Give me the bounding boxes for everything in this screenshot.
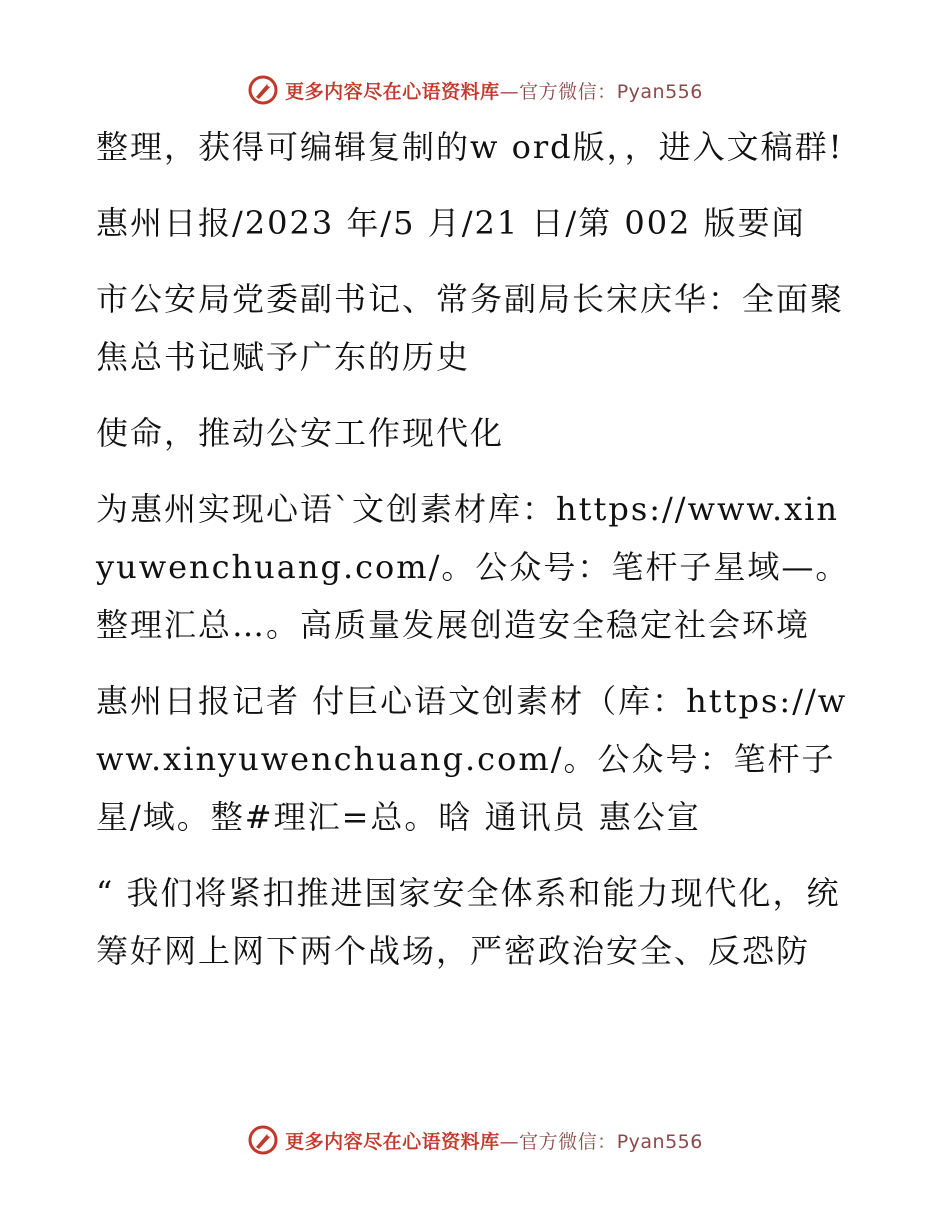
paragraph-2: 惠州日报/2023 年/5 月/21 日/第 002 版要闻	[96, 204, 806, 242]
banner-wechat-id: Pyan556	[616, 80, 703, 103]
pen-seal-logo-icon	[247, 74, 279, 106]
footer-banner	[0, 1120, 950, 1160]
pen-seal-logo-icon	[247, 1124, 279, 1156]
paragraph-1: 整理，获得可编辑复制的w ord版，，进入文稿群!	[96, 128, 844, 166]
banner-dash: —	[499, 1130, 520, 1153]
banner-wechat-label: 官方微信：	[519, 80, 617, 103]
paragraph-4: 使命，推动公安工作现代化	[96, 414, 505, 452]
paragraph-3: 市公安局党委副书记、常务副局长宋庆华：全面聚焦总书记赋予广东的历史	[96, 280, 845, 376]
document-body	[96, 118, 856, 998]
banner-wechat-label: 官方微信：	[519, 1130, 617, 1153]
banner-brand: 更多内容尽在心语资料库	[285, 80, 500, 103]
header-banner	[0, 70, 950, 110]
banner-wechat-id: Pyan556	[616, 1130, 703, 1153]
paragraph-6: 惠州日报记者 付巨心语文创素材（库：https://www.xinyuwenchuang.com/。公众号：笔杆子星/域。整#理汇=总。晗 通讯员 惠公宣	[96, 682, 848, 836]
banner-text	[285, 1127, 703, 1154]
banner-dash: —	[499, 80, 520, 103]
paragraph-5: 为惠州实现心语`文创素材库：https://www.xinyuwenchuang.com/。公众号：笔杆子星域—。整理汇总…。高质量发展创造安全稳定社会环境	[96, 490, 850, 644]
banner-text	[285, 77, 703, 104]
paragraph-7: “ 我们将紧扣推进国家安全体系和能力现代化，统筹好网上网下两个战场，严密政治安全、反恐防	[96, 874, 841, 970]
banner-brand: 更多内容尽在心语资料库	[285, 1130, 500, 1153]
